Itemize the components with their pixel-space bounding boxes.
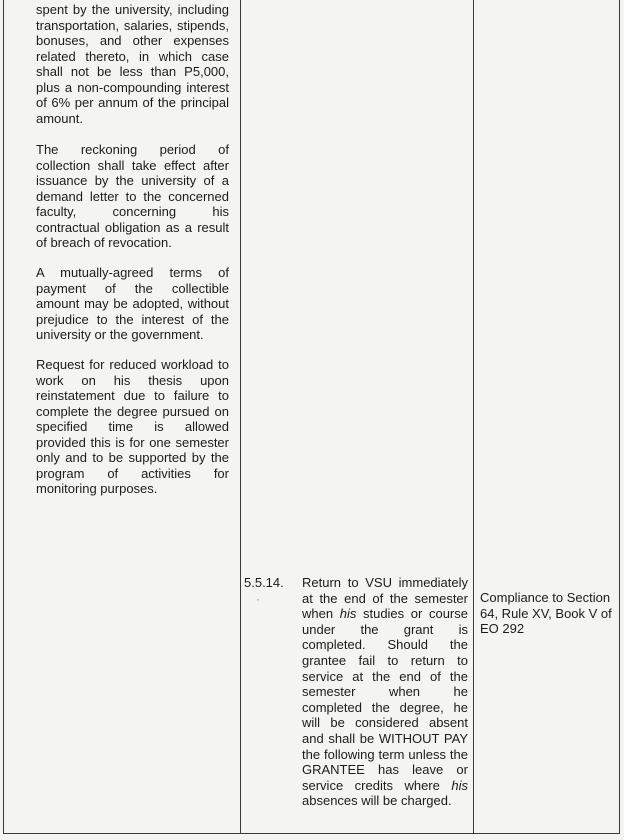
middle-column xyxy=(244,575,468,809)
paragraph-payment-terms: A mutually-agreed terms of payment of the collectible amount may be adopted, without prejudice to the interest of the university or the government. xyxy=(36,265,229,342)
right-column xyxy=(480,590,620,637)
provision-text-part: studies or course under the grant is completed. Should the grantee fail to return to service at the end of the semester when he completed the degree, he will be considered absent and shall be WITHOUT PAY the following term unless the GRANTEE has leave or service credits where xyxy=(302,606,468,793)
provision-text-part: absences will be charged. xyxy=(302,793,452,809)
paragraph-reckoning: The reckoning period of collection shall take effect after issuance by the university of a demand letter to the concerned faculty, concerning his contractual obligation as a result of breach of revocation. xyxy=(36,142,229,250)
scan-mark: ’ xyxy=(257,598,259,607)
paragraph-reduced-workload: Request for reduced workload to work on his thesis upon reinstatement due to failure to complete the degree pursued on specified time is allowed provided this is for one semester only and to be supported by the program of activities for monitoring purposes. xyxy=(36,357,229,496)
left-column xyxy=(36,2,229,511)
column-divider-2 xyxy=(473,0,474,833)
provision-text-italic: his xyxy=(339,606,357,622)
column-divider-1 xyxy=(240,0,241,833)
provision-text-italic: his xyxy=(451,777,468,793)
provision-text-part: Return to VSU immediately at the end of the semester when xyxy=(302,575,468,622)
paragraph-expenses: spent by the university, including transportation, salaries, stipends, bonuses, and other expenses related thereto, in which case shall not be less than P5,000, plus a non-compounding interest of 6% per annum of the principal amount. xyxy=(36,2,229,126)
provision-number: 5.5.14. xyxy=(244,575,284,590)
provision-text xyxy=(302,575,468,809)
compliance-reference: Compliance to Section 64, Rule XV, Book V of EO 292 xyxy=(480,590,612,637)
